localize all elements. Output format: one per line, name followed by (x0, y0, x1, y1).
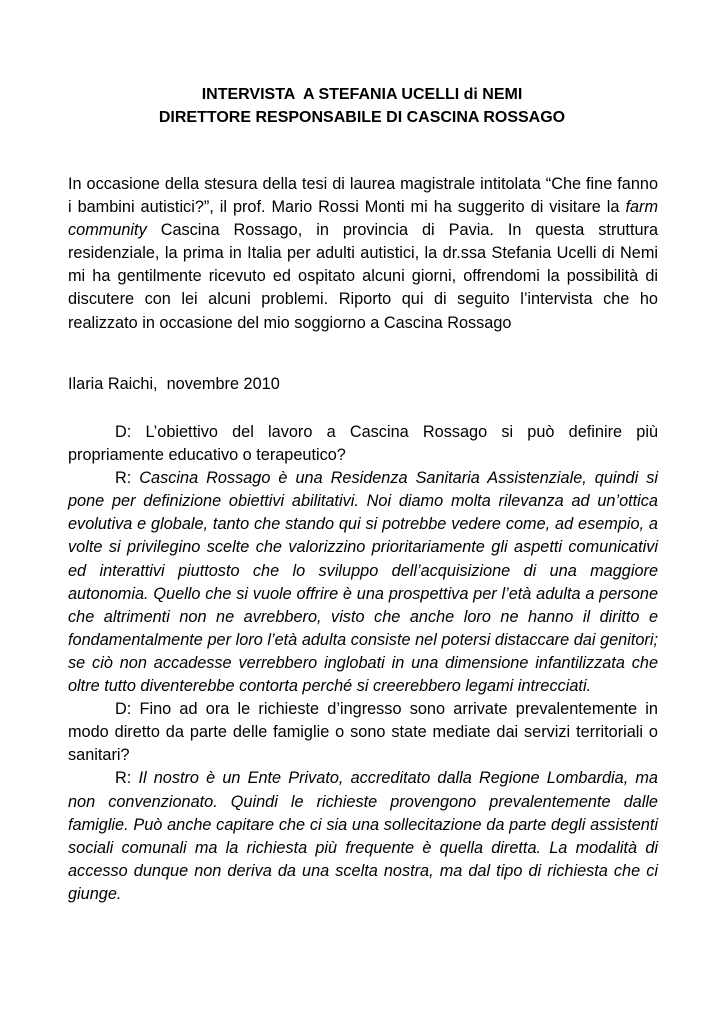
answer-1 (68, 467, 658, 698)
intro-farm-community: farm community (68, 198, 658, 240)
interview-dialog (68, 421, 658, 906)
question-2-text: Fino ad ora le richieste d’ingresso sono arrivate prevalentemente in modo diretto da parte delle famiglie o sono state mediate dai servizi territoriali o sanitari? (68, 700, 658, 765)
answer-2 (68, 767, 658, 906)
intro-paragraph (68, 173, 658, 335)
question-1 (68, 421, 658, 467)
answer-1-prefix: R: (115, 469, 140, 488)
answer-2-text: Il nostro è un Ente Privato, accreditato dalla Regione Lombardia, ma non convenzionato. Quindi le richieste provengono prevalentemente dalle famiglie. Può anche capitare che ci sia una sollecitazione da parte degli assistenti sociali comunali ma la richiesta più frequente è quella diretta. La modalità di accesso dunque non deriva da una scelta nostra, ma dal tipo di richiesta che ci giunge. (68, 769, 658, 903)
question-1-prefix: D: (115, 423, 146, 441)
intro-text-2: Cascina Rossago, in provincia di Pavia. In questa struttura residenziale, la prima in Italia per adulti autistici, la dr.ssa Stefania Ucelli di Nemi mi ha gentilmente ricevuto ed ospitato alcuni giorni, offrendomi la possibilità di discutere con lei alcuni problemi. Riporto qui di seguito l’intervista che ho realizzato in occasione del mio soggiorno a Cascina Rossago (68, 221, 658, 332)
answer-2-prefix: R: (115, 769, 139, 788)
intro-text-1: In occasione della stesura della tesi di laurea magistrale intitolata “Che fine fanno i bambini autistici?”, il prof. Mario Rossi Monti mi ha suggerito di visitare la (68, 175, 658, 217)
document-title-line-1: INTERVISTA A STEFANIA UCELLI di NEMI (201, 86, 523, 103)
signature-line: Ilaria Raichi, novembre 2010 (68, 375, 280, 393)
document-title-line-2: DIRETTORE RESPONSABILE DI CASCINA ROSSAGO (158, 109, 566, 126)
question-1-text: L’obiettivo del lavoro a Cascina Rossago si può definire più propriamente educativo o terapeutico? (68, 423, 658, 465)
question-2 (68, 698, 658, 767)
answer-1-text: Cascina Rossago è una Residenza Sanitaria Assistenziale, quindi si pone per definizione obiettivi abilitativi. Noi diamo molta rilevanza ad un’ottica evolutiva e globale, tanto che stando qui si potrebbe vedere come, ad esempio, a volte si privilegino scelte che valorizzino prioritariamente gli aspetti comunicativi ed interattivi piuttosto che lo sviluppo dell’acquisizione di una maggiore autonomia. Quello che si vuole offrire è una prospettiva per l’età adulta a persone che altrimenti non ne avrebbero, visto che anche loro ne hanno il diritto e fondamentalmente per loro l’età adulta consiste nel potersi distaccare dai genitori; se ciò non accadesse verrebbero inglobati in una dimensione infantilizzata che oltre tutto diventerebbe contorta perché si creerebbero legami intrecciati. (68, 469, 658, 696)
question-2-prefix: D: (115, 700, 140, 719)
